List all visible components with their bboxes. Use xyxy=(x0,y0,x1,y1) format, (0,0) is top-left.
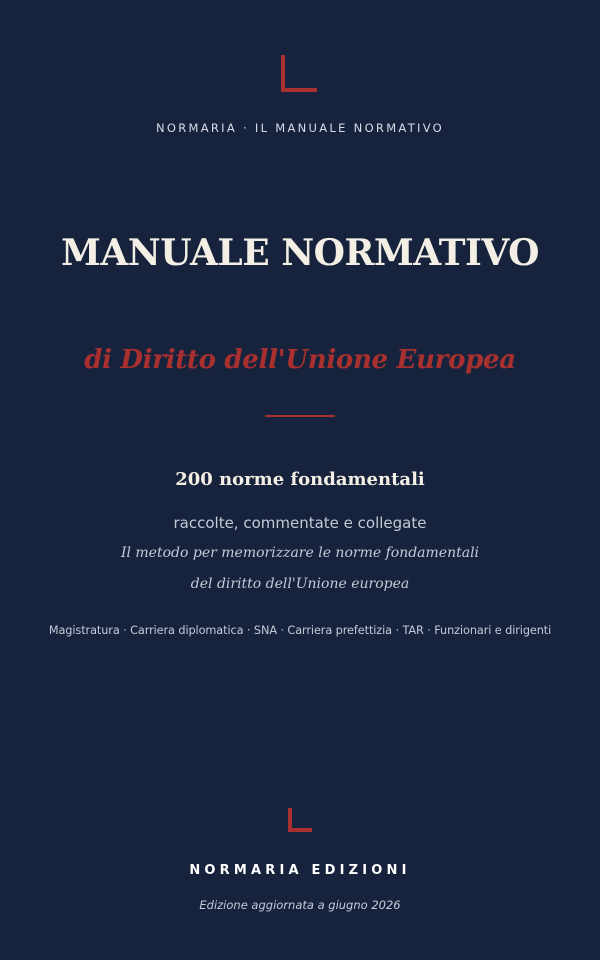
method-description-line-2: del diritto dell'Unione europea xyxy=(190,576,410,592)
norms-count: 200 norme fondamentali xyxy=(175,469,425,490)
collected-description: raccolte, commentate e collegate xyxy=(173,514,427,532)
publisher-name: NORMARIA EDIZIONI xyxy=(189,863,411,878)
accent-divider xyxy=(265,415,335,417)
target-audience: Magistratura · Carriera diplomatica · SNA · Carriera prefettizia · TAR · Funzionari e dirigenti xyxy=(48,624,552,637)
book-title: MANUALE NORMATIVO xyxy=(61,232,539,274)
publisher-logo-icon xyxy=(288,808,312,832)
book-subtitle: di Diritto dell'Unione Europea xyxy=(84,345,516,375)
method-description-line-1: Il metodo per memorizzare le norme fondamentali xyxy=(120,545,480,561)
series-label: NORMARIA · IL MANUALE NORMATIVO xyxy=(155,121,445,135)
normaria-logo-icon xyxy=(281,55,317,92)
edition-note: Edizione aggiornata a giugno 2026 xyxy=(199,898,401,912)
